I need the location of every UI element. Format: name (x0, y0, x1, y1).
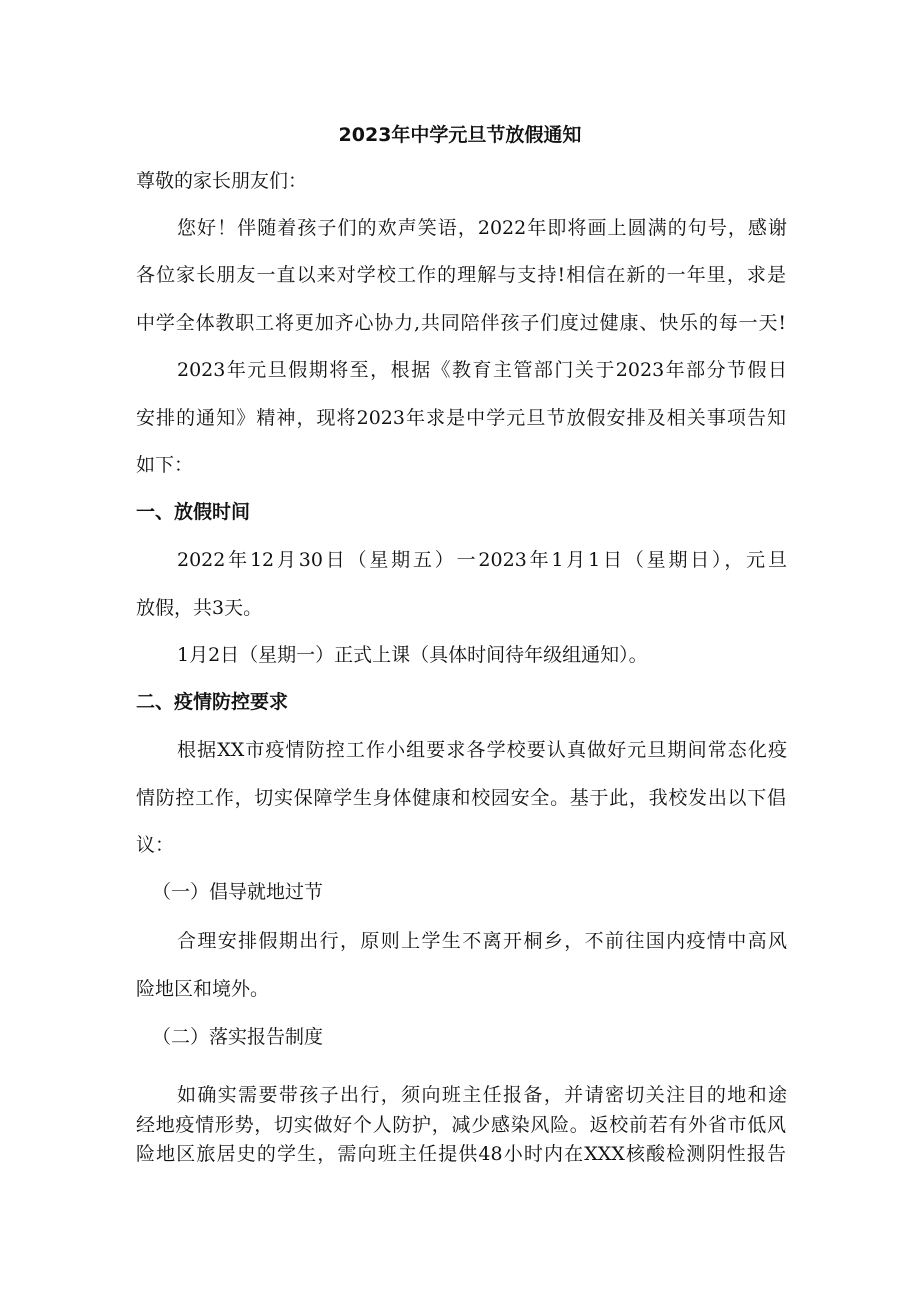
subsection-heading-local: （一）倡导就地过节 (152, 881, 324, 903)
greeting: 尊敬的家长朋友们： (136, 170, 308, 192)
report-line-3: 险地区旅居史的学生，需向班主任提供48小时内在XXX核酸检测阴性报告 (136, 1143, 786, 1165)
announcement-line-1: 2023年元旦假期将至，根据《教育主管部门关于2023年部分节假日 (177, 359, 787, 381)
epidemic-line-3: 议： (136, 834, 175, 856)
section-heading-epidemic: 二、疫情防控要求 (136, 691, 289, 713)
holiday-time-line-3: 1月2日（星期一）正式上课（具体时间待年级组通知）。 (177, 644, 648, 666)
announcement-line-2: 安排的通知》精神，现将2023年求是中学元旦节放假安排及相关事项告知 (136, 407, 786, 429)
report-line-1: 如确实需要带孩子出行，须向班主任报备，并请密切关注目的地和途 (177, 1084, 787, 1106)
intro-line-1: 您好！伴随着孩子们的欢声笑语，2022年即将画上圆满的句号，感谢 (177, 217, 787, 239)
intro-line-3: 中学全体教职工将更加齐心协力,共同陪伴孩子们度过健康、快乐的每一天! (136, 312, 786, 334)
announcement-line-3: 如下： (136, 454, 194, 476)
intro-line-2: 各位家长朋友一直以来对学校工作的理解与支持!相信在新的一年里，求是 (136, 264, 786, 286)
local-line-1: 合理安排假期出行，原则上学生不离开桐乡，不前往国内疫情中高风 (177, 930, 787, 952)
holiday-time-line-1: 2022年12月30日（星期五）一2023年1月1日（星期日），元旦 (177, 549, 787, 571)
epidemic-line-1: 根据XX市疫情防控工作小组要求各学校要认真做好元旦期间常态化疫 (177, 739, 787, 761)
document-title: 2023年中学元旦节放假通知 (338, 124, 582, 146)
holiday-time-line-2: 放假，共3天。 (136, 597, 263, 619)
section-heading-holiday-time: 一、放假时间 (136, 501, 251, 523)
local-line-2: 险地区和境外。 (136, 978, 270, 1000)
epidemic-line-2: 情防控工作，切实保障学生身体健康和校园安全。基于此，我校发出以下倡 (136, 787, 786, 809)
report-line-2: 经地疫情形势，切实做好个人防护，减少感染风险。返校前若有外省市低风 (136, 1114, 786, 1136)
subsection-heading-report: （二）落实报告制度 (152, 1026, 324, 1048)
